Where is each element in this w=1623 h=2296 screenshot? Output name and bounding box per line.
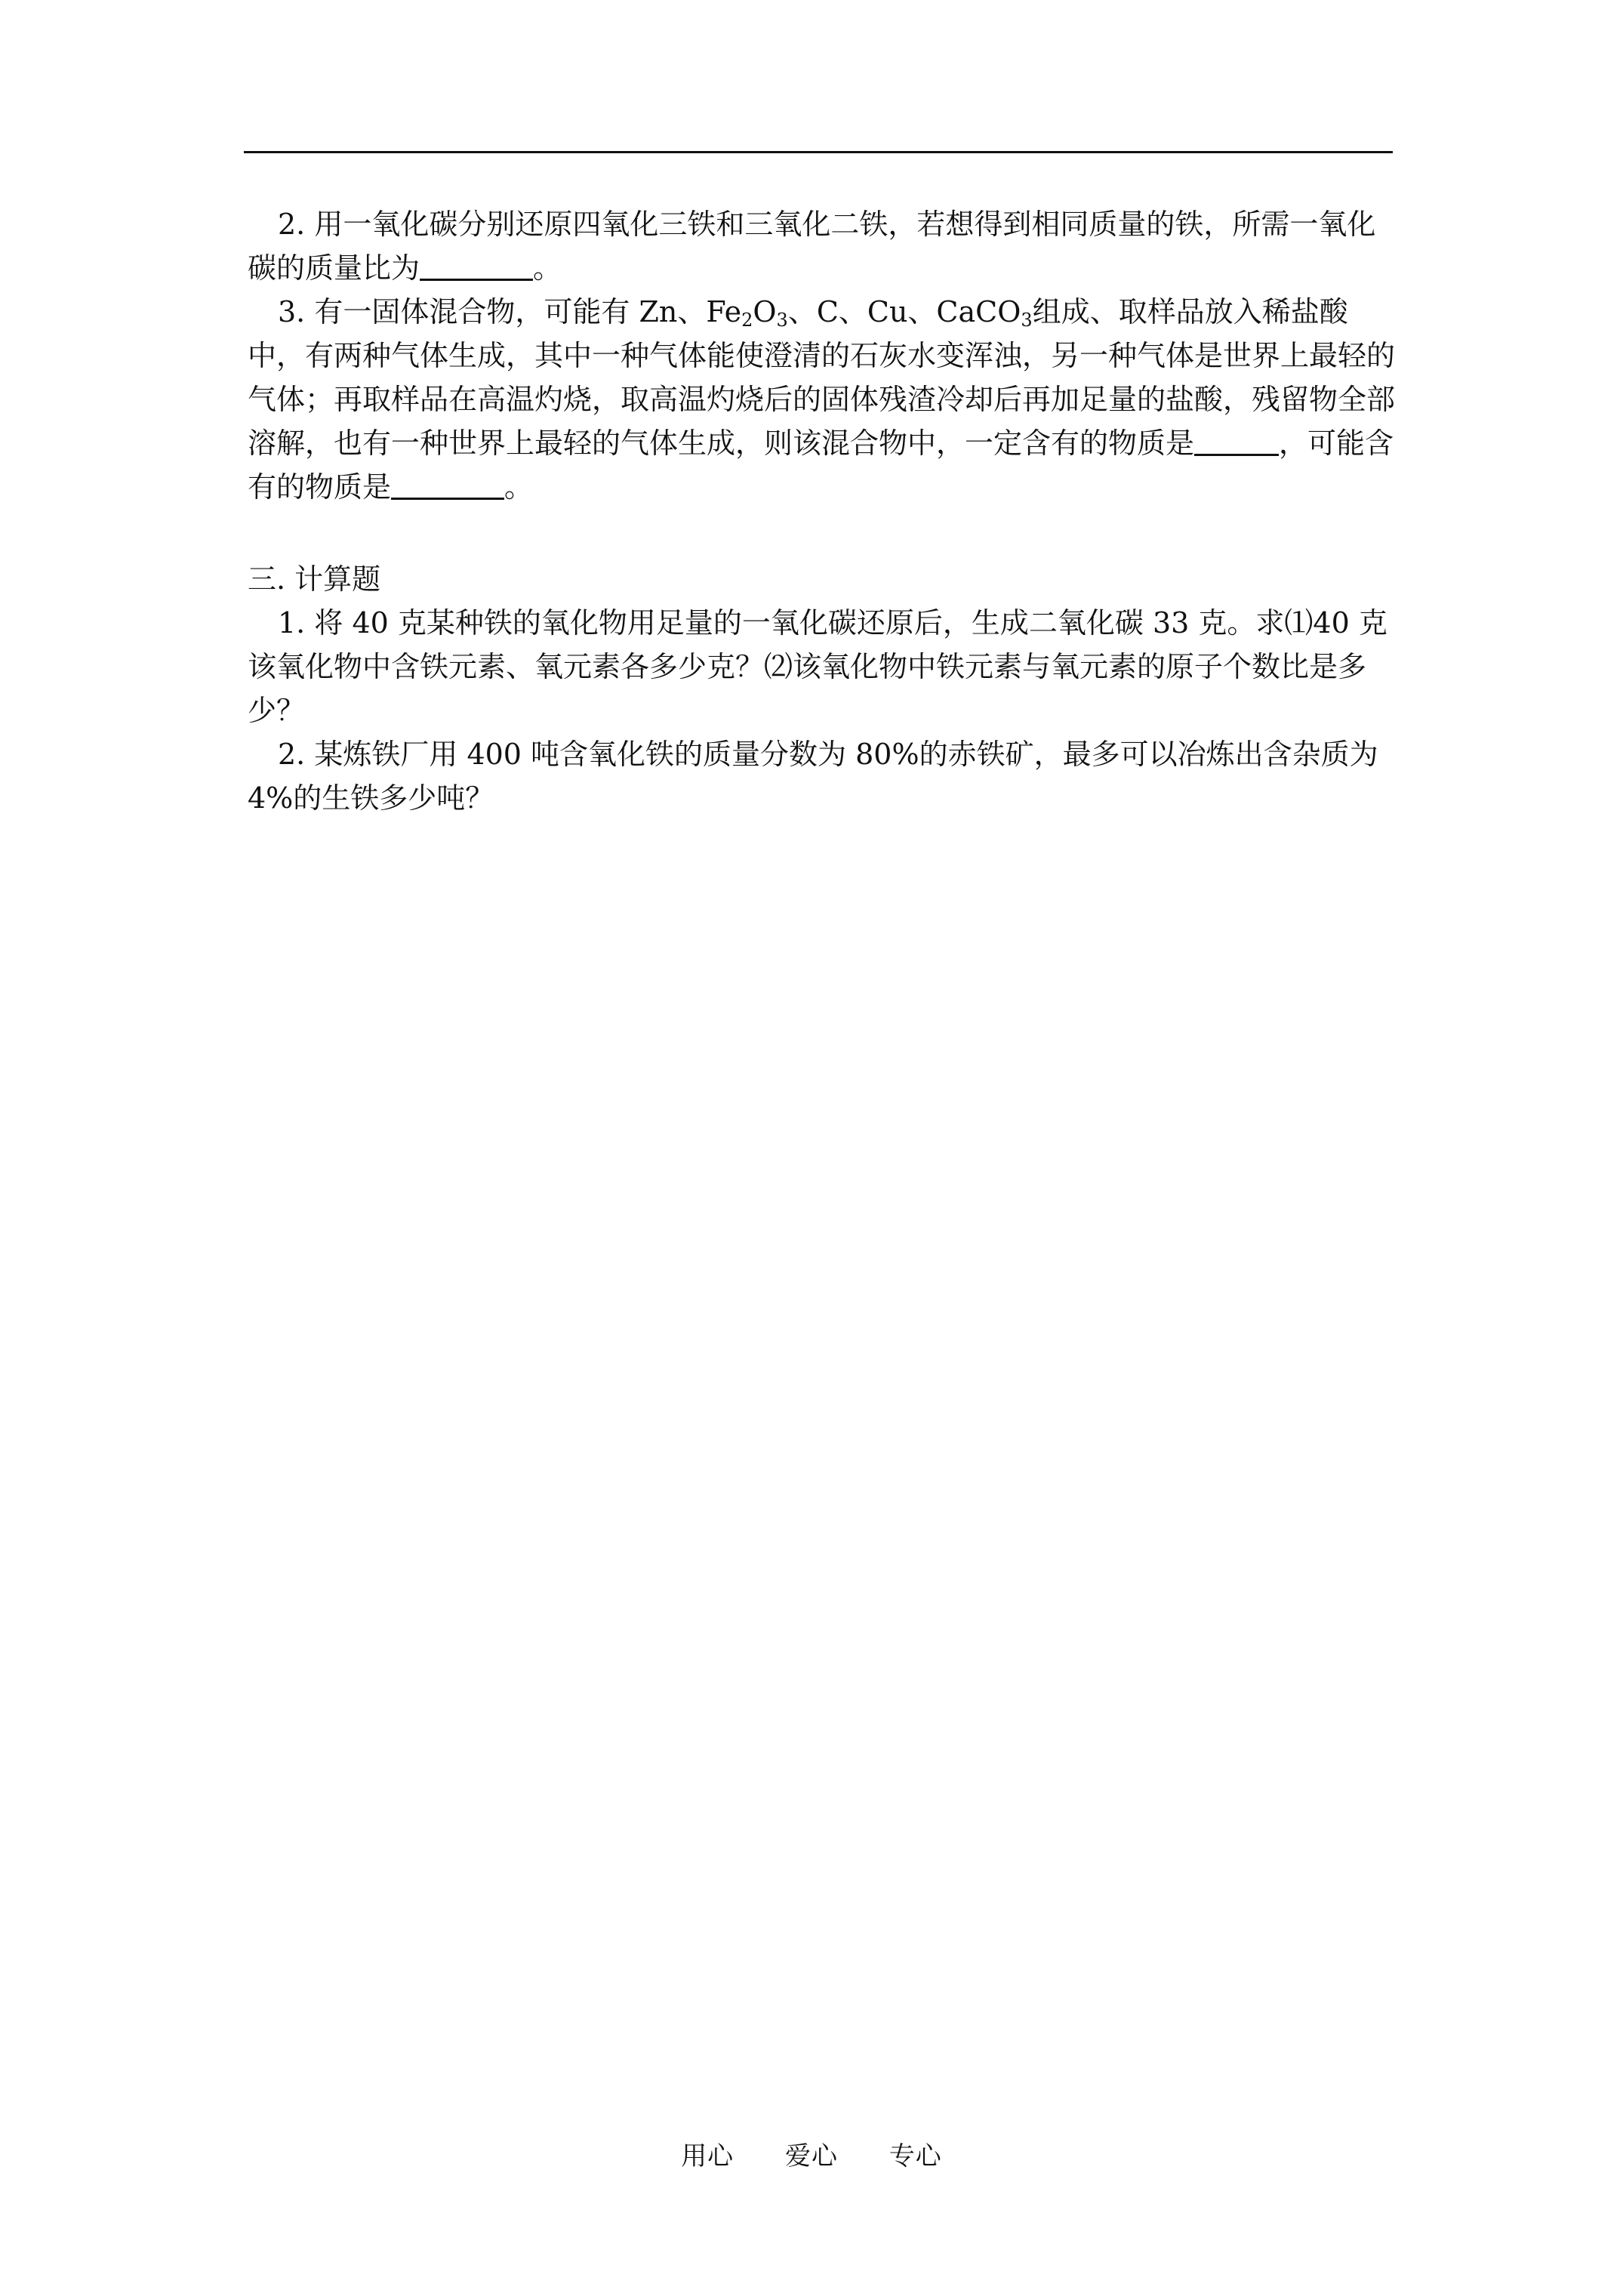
footer-word-3: 专心 <box>888 2141 942 2171</box>
answer-blank-3 <box>391 470 504 500</box>
calc-question-2-text: 某炼铁厂用 400 吨含氧化铁的质量分数为 80%的赤铁矿，最多可以冶炼出含杂质为 4%的生铁多少吨？ <box>248 738 1378 815</box>
calc-question-2-number: 2. <box>278 738 306 771</box>
subscript-3b: 3 <box>1021 310 1033 331</box>
section-title-calculation: 三. 计算题 <box>248 562 381 596</box>
calc-question-1-number: 1. <box>278 606 306 639</box>
question-3 <box>248 290 1395 509</box>
answer-blank-2 <box>1194 427 1279 456</box>
footer-word-1: 用心 <box>681 2141 735 2171</box>
question-2-number: 2. <box>278 208 306 241</box>
document-body <box>248 202 1395 820</box>
question-2 <box>248 202 1395 290</box>
calc-question-1-text: 将 40 克某种铁的氧化物用足量的一氧化碳还原后，生成二氧化碳 33 克。求⑴40 克该氧化物中含铁元素、氧元素各多少克？⑵该氧化物中铁元素与氧元素的原子个数比是多少？ <box>248 606 1387 727</box>
header-rule <box>244 151 1393 153</box>
page-footer <box>0 2141 1623 2171</box>
question-2-text: 用一氧化碳分别还原四氧化三铁和三氧化二铁，若想得到相同质量的铁，所需一氧化碳的质量比为 <box>248 208 1376 285</box>
question-3-part4: 组成、取样品放入稀盐酸中，有两种气体生成，其中一种气体能使澄清的石灰水变浑浊，另一种气体是世界上最轻的气体；再取样品在高温灼烧，取高温灼烧后的固体残渣冷却后再加足量的盐酸，残留物全部溶解，也有一种世界上最轻的气体生成，则该混合物中，一定含有的物质是 <box>248 295 1396 460</box>
question-3-part3: 、C、Cu、CaCO <box>787 295 1021 328</box>
answer-blank-1 <box>420 251 533 281</box>
question-3-number: 3. <box>278 295 306 328</box>
question-3-part5: ，可能含有的物质是 <box>248 427 1394 504</box>
calc-question-1 <box>248 601 1395 732</box>
subscript-2: 2 <box>741 310 753 331</box>
question-3-part1: 有一固体混合物，可能有 Zn、Fe <box>314 295 742 328</box>
footer-word-2: 爱心 <box>785 2141 838 2171</box>
subscript-3: 3 <box>776 310 788 331</box>
question-3-part2: O <box>753 295 777 328</box>
question-3-part6: 。 <box>504 470 534 504</box>
question-2-end: 。 <box>533 251 562 285</box>
calc-question-2 <box>248 732 1395 820</box>
